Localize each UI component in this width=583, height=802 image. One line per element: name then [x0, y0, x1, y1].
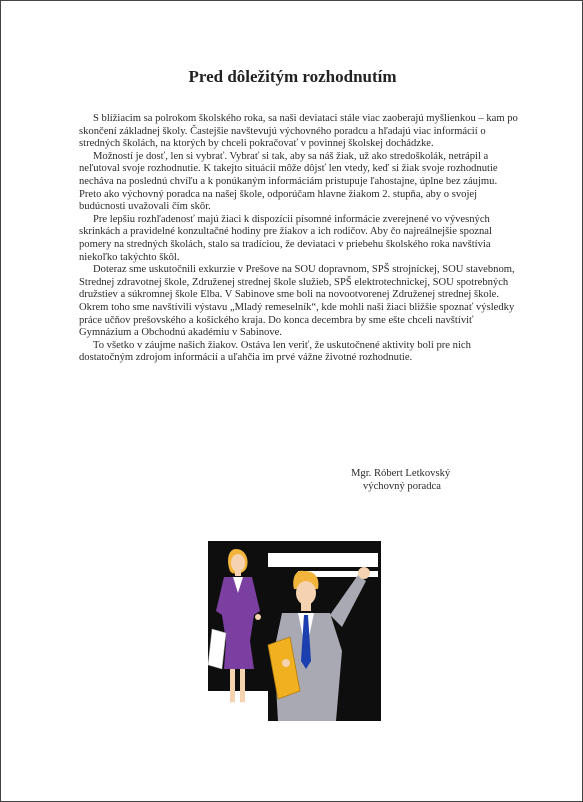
paragraph-1: S blížiacim sa polrokom školského roka, sa naši deviataci stále viac zaoberajú myšlienkou – kam po skončení základnej školy. Častejšie navštevujú výchovného poradcu a hľadajú viac informácií o stredných školách, na ktorých by chceli pokračovať v povinnej školskej dochádzke.	[79, 113, 518, 150]
paragraph-5: To všetko v záujme našich žiakov. Ostáva len veriť, že uskutočnené aktivity boli pre nich dostatočným zdrojom informácií a uľahčia im prvé vážne životné rozhodnutie.	[79, 339, 471, 364]
paragraph-2: Možností je dosť, len si vybrať. Vybrať si tak, aby sa náš žiak, už ako stredoškolák, netrápil a neľutoval svoje rozhodnutie. K takejto situácii môže dôjsť len vtedy, keď si žiak svoje rozhodnutie necháva na poslednú chvíľu a k ponúkaným informáciám pristupuje ľahostajne, úplne bez záujmu. Preto ako výchovný poradca na našej škole, odporúčam hlavne žiakom 2. stupňa, aby o svojej budúcnosti uvažovali čím skôr.	[79, 150, 498, 213]
signature-role: výchovný poradca	[363, 481, 441, 492]
paragraph-4: Doteraz sme uskutočnili exkurzie v Prešove na SOU dopravnom, SPŠ strojníckej, SOU stavebnom, Strednej zdravotnej škole, Združenej strednej škole služieb, SPŠ elektrotechnickej, SOU spotrebných družstiev a súkromnej škole Elba. V Sabinove sme boli na novootvorenej Združenej strednej škole. Okrem toho sme navštívili výstavu „Mladý remeselník“, kde mohli naši žiaci bližšie spoznať výsledky práce učňov prešovského a košického kraja. Do konca decembra by sme ešte chceli navštíviť Gymnázium a Obchodnú akadémiu v Sabinove.	[79, 264, 515, 339]
document-title: Pred dôležitým rozhodnutím	[188, 67, 397, 86]
document-body	[79, 113, 519, 365]
signature-name: Mgr. Róbert Letkovský	[351, 468, 451, 479]
paragraph-3: Pre lepšiu rozhľadenosť majú žiaci k dispozícii písomné informácie zverejnené vo vývesných skrinkách a pravidelné konzultačné hodiny pre žiakov a ich rodičov. Aby čo najreálnejšie spoznal pomery na stredných školách, stalo sa tradíciou, že deviataci v priebehu školského roka navštívia niekoľko takýchto škôl.	[79, 213, 492, 263]
signature-block	[351, 467, 531, 493]
clipart-business-people	[208, 541, 381, 721]
